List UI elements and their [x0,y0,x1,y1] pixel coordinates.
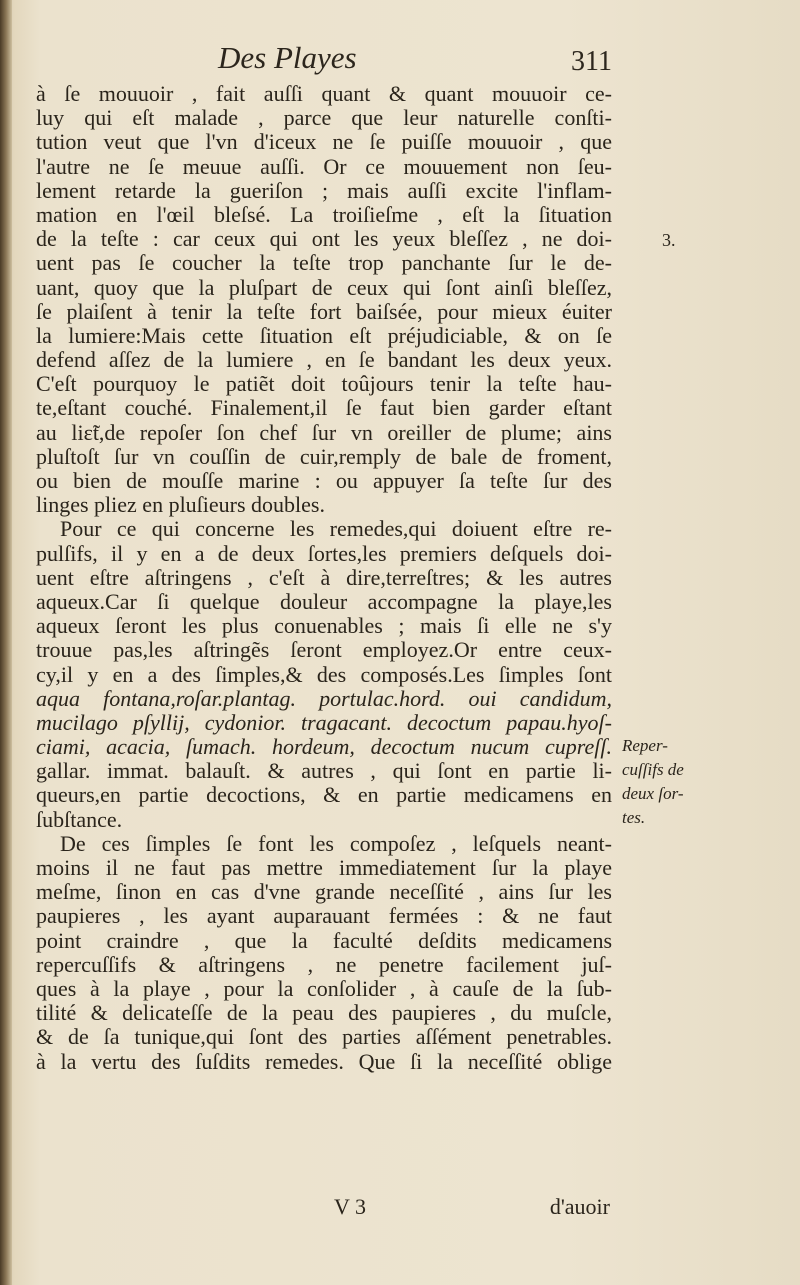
text-line: tution veut que l'vn d'iceux ne ſe puiſſe mouuoir , que [36,130,612,155]
text-line: ques à la playe , pour la conſolider , à cauſe de la ſub- [36,976,612,1001]
text-line: uant, quoy que la pluſpart de ceux qui ſont ainſi bleſſez, [36,275,612,300]
page-footer [36,1194,612,1220]
margin-note-repercussifs [622,734,684,830]
body-text [36,82,612,1074]
text-line: ſe plaiſent à tenir la teſte fort baiſsée, pour mieux éuiter [36,299,612,324]
text-line: lement retarde la gueriſon ; mais auſſi excite l'inflam- [36,178,612,203]
text-line: paupieres , les ayant auparauant fermées : & ne faut [36,904,612,929]
text-line: uent pas ſe coucher la teſte trop panchante ſur le de- [36,251,612,276]
text-line: mucilago pſyllij, cydonior. tragacant. decoctum papau.hyoſ- [36,710,612,735]
margin-note-line: deux ſor- [622,784,684,803]
text-line: tilité & delicateſſe de la peau des paupieres , du muſcle, [36,1001,612,1026]
text-line: luy qui eſt malade , parce que leur naturelle conſti- [36,106,612,131]
text-line: & de ſa tunique,qui ſont des parties aſſément penetrables. [36,1025,612,1050]
signature-mark: V 3 [334,1194,366,1219]
text-line: aqueux ſeront les plus conuenables ; mais ſi elle ne s'y [36,614,612,639]
text-line: pluſtoſt ſur vn couſſin de cuir,remply de bale de froment, [36,444,612,469]
margin-note-number: 3. [662,230,676,250]
text-line: moins il ne faut pas mettre immediatement ſur la playe [36,856,612,880]
page-binding-edge [0,0,12,1285]
text-line: cy,il y en a des ſimples,& des composés.Les ſimples ſont [36,662,612,687]
text-line: trouue pas,les aſtringẽs ſeront employez.Or entre ceux- [36,638,612,663]
text-line: ou bien de mouſſe marine : ou appuyer ſa teſte ſur des [36,469,612,493]
text-line: uent eſtre aſtringens , c'eſt à dire,terreſtres; & les autres [36,565,612,590]
text-line: mation en l'œil bleſsé. La troiſieſme , eſt la ſituation [36,202,612,227]
text-line: Pour ce qui concerne les remedes,qui doiuent eſtre re- [60,517,612,542]
text-line: gallar. immat. balauſt. & autres , qui ſont en partie li- [36,759,612,784]
text-line: te,eſtant couché. Finalement,il ſe faut bien garder eſtant [36,396,612,421]
text-line: de la teſte : car ceux qui ont les yeux bleſſez , ne doi- [36,227,612,252]
margin-notes [622,0,772,1285]
text-line: aqua fontana,roſar.plantag. portulac.hord. oui candidum, [36,686,612,711]
text-line: à la vertu des ſuſdits remedes. Que ſi la neceſſité oblige [36,1049,612,1074]
text-line: C'eſt pourquoy le patiẽt doit toûjours tenir la teſte hau- [36,372,612,397]
margin-note-line: cuſſifs de [622,760,684,779]
text-line: queurs,en partie decoctions, & en partie medicamens en [36,783,612,808]
text-line: point craindre , que la faculté deſdits medicamens [36,928,612,953]
catchword: d'auoir [549,1194,610,1219]
text-line: De ces ſimples ſe font les compoſez , leſquels neant- [60,831,612,856]
margin-note-line: tes. [622,808,646,827]
text-line: pulſifs, il y en a de deux ſortes,les premiers deſquels doi- [36,541,612,566]
text-line: meſme, ſinon en cas d'vne grande neceſſité , ains ſur les [36,880,612,905]
text-line: l'autre ne ſe meuue auſſi. Or ce mouuement non ſeu- [36,154,612,179]
text-line: au liɛ̃t,de repoſer ſon chef ſur vn oreiller de plume; ains [36,420,612,445]
page-header [36,40,612,84]
text-line: ſubſtance. [36,807,123,832]
text-line: ciami, acacia, ſumach. hordeum, decoctum nucum cupreſſ. [36,735,612,760]
text-line: aqueux.Car ſi quelque douleur accompagne la playe,les [36,589,612,614]
page-number: 311 [571,46,612,77]
text-line: à ſe mouuoir , fait auſſi quant & quant mouuoir ce- [36,82,612,106]
text-line: repercuſſifs & aſtringens , ne penetre facilement juſ- [36,952,612,977]
text-line: defend aſſez de la lumiere , en ſe bandant les deux yeux. [36,348,612,373]
running-title: Des Playes [218,40,357,75]
text-line: la lumiere:Mais cette ſituation eſt préjudiciable, & on ſe [36,323,612,348]
margin-note-line: Reper- [622,736,668,755]
text-line: linges pliez en pluſieurs doubles. [36,493,325,518]
